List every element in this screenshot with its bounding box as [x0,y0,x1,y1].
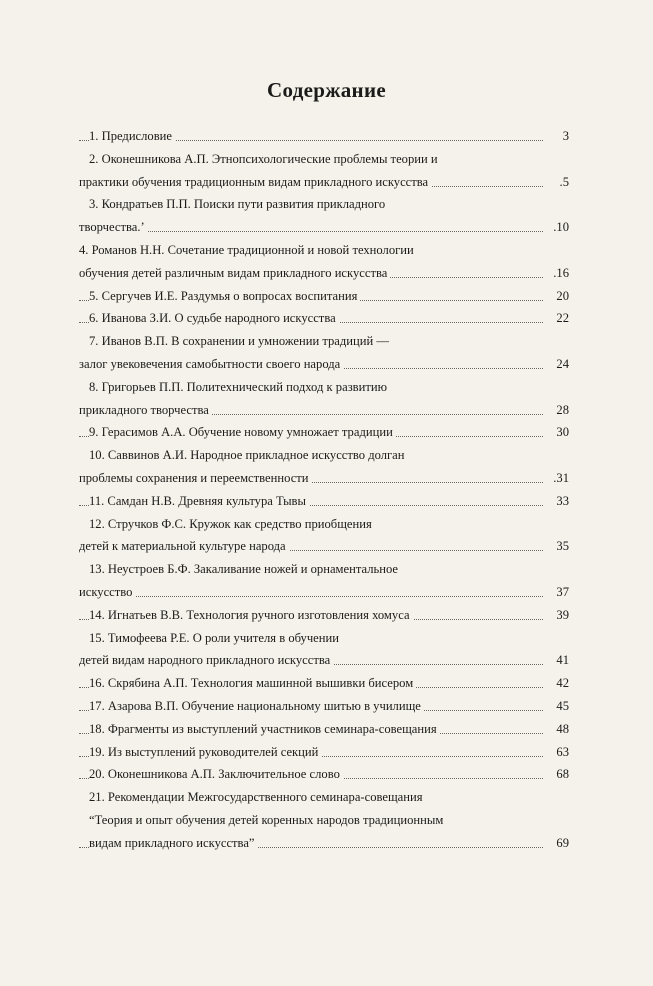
toc-line [79,262,569,285]
toc-line-text: 10. Саввинов А.И. Народное прикладное искусство долган [89,448,405,463]
toc-line-text: практики обучения традиционным видам прикладного искусства [79,171,431,194]
toc-line-text: 19. Из выступлений руководителей секций [89,741,321,764]
toc-entry [79,786,569,854]
toc-line-text: видам прикладного искусства” [89,832,258,855]
toc-line-text: прикладного творчества [79,399,212,422]
toc-line [79,490,569,513]
toc-line-text: 4. Романов Н.Н. Сочетание традиционной и новой технологии [79,242,414,257]
toc-page-number: 20 [550,285,569,308]
toc-line [79,125,569,148]
toc-line-text: 8. Григорьев П.П. Политехнический подход к развитию [89,379,388,394]
toc-entry [79,558,569,604]
toc-line-text: 9. Герасимов А.А. Обучение новому умножает традиции [89,421,396,444]
toc-line [79,353,569,376]
page-title: Содержание [267,78,386,102]
toc-page-number: .10 [550,216,569,239]
toc-line [79,148,569,171]
toc-line [79,171,569,194]
toc-line-text: залог увековечения самобытности своего народа [79,353,343,376]
toc-line [79,444,569,467]
toc-page-number: .31 [550,467,569,490]
toc-line-text: 17. Азарова В.П. Обучение национальному шитью в училище [89,695,424,718]
toc-line-text: 21. Рекомендации Межгосударственного семинара-совещания [89,790,423,805]
toc-entry [79,627,569,673]
toc-line [79,809,569,832]
toc-page-number: 35 [550,535,569,558]
toc-line [79,672,569,695]
toc-page-number: .5 [550,171,569,194]
toc-line [79,649,569,672]
toc-line-text: 3. Кондратьев П.П. Поиски пути развития прикладного [89,197,386,212]
toc-entry [79,239,569,285]
toc-line [79,513,569,536]
toc-page-number: 28 [550,399,569,422]
toc-line [79,285,569,308]
toc-line-text: детей видам народного прикладного искусства [79,649,333,672]
table-of-contents [79,125,569,855]
toc-page-number: 69 [550,832,569,855]
toc-line [79,376,569,399]
toc-line-text: 18. Фрагменты из выступлений участников семинара-совещания [89,718,440,741]
toc-line [79,763,569,786]
toc-line-text: 16. Скрябина А.П. Технология машинной вышивки бисером [89,672,416,695]
toc-entry [79,513,569,559]
toc-entry [79,193,569,239]
toc-line [79,581,569,604]
toc-page-number: 22 [550,307,569,330]
toc-entry [79,125,569,148]
toc-page-number: 39 [550,604,569,627]
toc-entry [79,763,569,786]
toc-page-number: 48 [550,718,569,741]
toc-line-text: 14. Игнатьев В.В. Технология ручного изготовления хомуса [89,604,413,627]
toc-line-text: детей к материальной культуре народа [79,535,289,558]
toc-line [79,239,569,262]
toc-entry [79,604,569,627]
toc-page-number: 68 [550,763,569,786]
toc-line [79,558,569,581]
toc-entry [79,444,569,490]
toc-entry [79,285,569,308]
toc-line [79,741,569,764]
toc-line-text: 7. Иванов В.П. В сохранении и умножении традиций — [89,334,389,349]
toc-line-text: искусство [79,581,135,604]
toc-page-number: 30 [550,421,569,444]
toc-line [79,330,569,353]
toc-line [79,421,569,444]
toc-line [79,467,569,490]
toc-line-text: 20. Оконешникова А.П. Заключительное слово [89,763,343,786]
toc-line-text: 13. Неустроев Б.Ф. Закаливание ножей и орнаментальное [89,562,399,577]
toc-line [79,718,569,741]
toc-page-number: 24 [550,353,569,376]
toc-line [79,399,569,422]
toc-page-number: 42 [550,672,569,695]
toc-entry [79,741,569,764]
toc-page-number: 63 [550,741,569,764]
toc-line [79,216,569,239]
toc-page-number: 37 [550,581,569,604]
toc-line-text: 6. Иванова З.И. О судьбе народного искусства [89,307,339,330]
toc-entry [79,695,569,718]
toc-entry [79,421,569,444]
toc-entry [79,376,569,422]
toc-line [79,307,569,330]
toc-entry [79,490,569,513]
toc-line-text: 12. Стручков Ф.С. Кружок как средство приобщения [89,516,372,531]
toc-page-number: 33 [550,490,569,513]
toc-line-text: обучения детей различным видам прикладного искусства [79,262,390,285]
toc-line [79,695,569,718]
toc-line-text: 15. Тимофеева Р.Е. О роли учителя в обучении [89,630,339,645]
toc-line [79,193,569,216]
toc-page-number: 3 [550,125,569,148]
toc-line-text: 11. Самдан Н.В. Древняя культура Тывы [89,490,309,513]
toc-entry [79,330,569,376]
toc-entry [79,672,569,695]
toc-line [79,535,569,558]
toc-line-text: проблемы сохранения и переемственности [79,467,312,490]
toc-page-number: 45 [550,695,569,718]
toc-entry [79,148,569,194]
toc-line-text: “Теория и опыт обучения детей коренных народов традиционным [89,812,444,827]
toc-page-number: 41 [550,649,569,672]
toc-line-text: 1. Предисловие [89,125,175,148]
toc-line-text: 2. Оконешникова А.П. Этнопсихологические проблемы теории и [89,151,438,166]
toc-entry [79,307,569,330]
toc-line-text: творчества.’ [79,216,148,239]
toc-line [79,627,569,650]
toc-entry [79,718,569,741]
toc-line [79,786,569,809]
toc-line [79,832,569,855]
toc-line-text: 5. Сергучев И.Е. Раздумья о вопросах воспитания [89,285,360,308]
toc-page-number: .16 [550,262,569,285]
toc-line [79,604,569,627]
